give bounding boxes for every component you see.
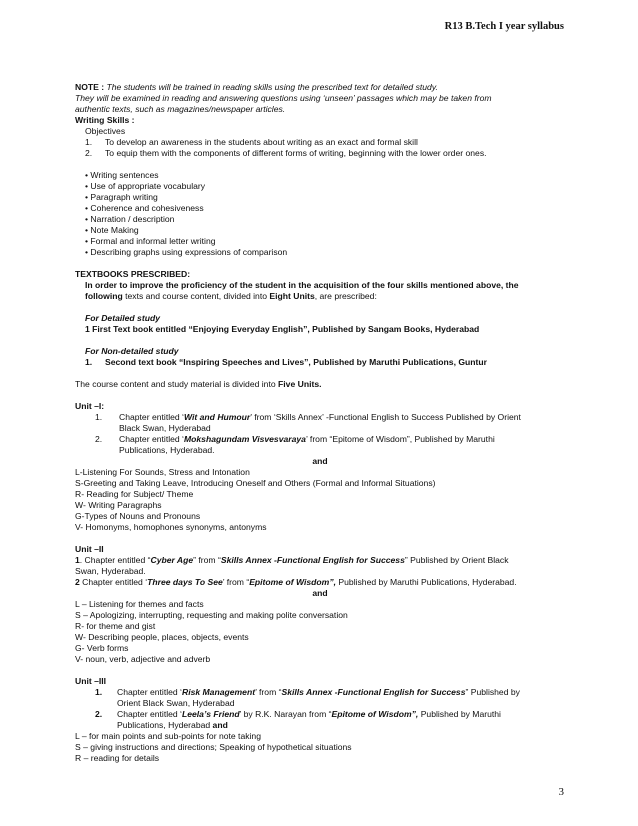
unit-3-skills: [75, 731, 565, 764]
non-detailed-study-label: For Non-detailed study: [85, 346, 179, 356]
note-text-3: authentic texts, such as magazines/newspaper articles.: [75, 104, 286, 114]
unit-3-title: Unit –III: [75, 676, 107, 686]
note-text-1: The students will be trained in reading skills using the prescribed text for detailed study.: [106, 82, 438, 92]
skill-item: V- noun, verb, adjective and adverb: [75, 654, 211, 664]
page-content: [75, 82, 565, 764]
skill-item: R – reading for details: [75, 753, 160, 763]
note-label: NOTE :: [75, 82, 107, 92]
unit-2-skills: [75, 599, 565, 665]
skill-item: V- Homonyms, homophones synonyms, antonyms: [75, 522, 267, 532]
skill-item: S – giving instructions and directions; Speaking of hypothetical situations: [75, 742, 352, 752]
bullet-item: • Note Making: [85, 225, 139, 235]
note-text-2: They will be examined in reading and answering questions using ‘unseen’ passages which may be taken from: [75, 93, 492, 103]
skill-item: S – Apologizing, interrupting, requesting and making polite conversation: [75, 610, 348, 620]
writing-bullets: [75, 170, 565, 258]
bullet-item: • Writing sentences: [85, 170, 159, 180]
course-units-line: The course content and study material is divided into Five Units.: [75, 379, 322, 389]
textbooks-title: TEXTBOOKS PRESCRIBED:: [75, 269, 191, 279]
textbooks-intro: [75, 280, 565, 368]
skill-item: S-Greeting and Taking Leave, Introducing Oneself and Others (Formal and Informal Situations): [75, 478, 436, 488]
unit-2-and: and: [312, 588, 328, 598]
skill-item: L – Listening for themes and facts: [75, 599, 204, 609]
unit-2-chapter-1: 1. Chapter entitled “Cyber Age” from “Skills Annex -Functional English for Success” Published by Orient Black: [75, 555, 509, 565]
skill-item: R- for theme and gist: [75, 621, 156, 631]
running-header: R13 B.Tech I year syllabus: [444, 21, 564, 32]
skill-item: W- Describing people, places, objects, events: [75, 632, 249, 642]
chapter-item: 1. Chapter entitled ‘Risk Management’ from “Skills Annex -Functional English for Success” Published by Orient Black Swan, Hyderabad: [95, 687, 520, 708]
textbooks-intro-1: In order to improve the proficiency of the student in the acquisition of the four skills mentioned above, the: [85, 280, 519, 290]
bullet-item: • Coherence and cohesiveness: [85, 203, 204, 213]
unit-1-skills: [75, 467, 565, 533]
bullet-item: • Use of appropriate vocabulary: [85, 181, 206, 191]
unit-3-chapters: [75, 687, 565, 731]
note-line-1: [75, 82, 565, 93]
skill-item: R- Reading for Subject/ Theme: [75, 489, 194, 499]
unit-1-title: Unit –I:: [75, 401, 105, 411]
bullet-item: • Narration / description: [85, 214, 175, 224]
chapter-item: 2. Chapter entitled ‘Leela’s Friend’ by R.K. Narayan from “Epitome of Wisdom”, Published by Maruthi Publications, Hyderabad and: [95, 709, 501, 730]
skill-item: L – for main points and sub-points for note taking: [75, 731, 261, 741]
bullet-item: • Paragraph writing: [85, 192, 158, 202]
non-detailed-study-book: 1. Second text book “Inspiring Speeches and Lives”, Published by Maruthi Publications, Guntur: [85, 357, 488, 367]
bullet-item: • Describing graphs using expressions of comparison: [85, 247, 288, 257]
skill-item: W- Writing Paragraphs: [75, 500, 162, 510]
textbooks-intro-2: following texts and course content, divided into Eight Units, are prescribed:: [85, 291, 377, 301]
unit-2-chapter-1-cont: Swan, Hyderabad.: [75, 566, 146, 576]
skill-item: G-Types of Nouns and Pronouns: [75, 511, 201, 521]
detailed-study-label: For Detailed study: [85, 313, 160, 323]
chapter-item: 2. Chapter entitled ‘Mokshagundam Visvesvaraya’ from “Epitome of Wisdom”, Published by Maruthi Publications, Hyderabad.: [95, 434, 495, 455]
page-number: 3: [558, 786, 564, 798]
objective-item: 1. To develop an awareness in the students about writing as an exact and formal skill: [85, 137, 418, 147]
writing-skills-title: Writing Skills :: [75, 115, 135, 125]
skill-item: G- Verb forms: [75, 643, 129, 653]
detailed-study-book: 1 First Text book entitled “Enjoying Everyday English”, Published by Sangam Books, Hyderabad: [85, 324, 480, 334]
chapter-item: 1. Chapter entitled ‘Wit and Humour’ from ‘Skills Annex’ -Functional English to Success Published by Orient Black Swan, Hyderabad: [95, 412, 521, 433]
unit-2-chapter-2: 2 Chapter entitled ‘Three days To See’ from “Epitome of Wisdom”, Published by Maruthi Publications, Hyderabad.: [75, 577, 517, 587]
skill-item: L-Listening For Sounds, Stress and Intonation: [75, 467, 250, 477]
unit-2-title: Unit –II: [75, 544, 104, 554]
objectives-label: Objectives: [85, 126, 126, 136]
unit-1-and: and: [312, 456, 328, 466]
objectives-list: [75, 137, 565, 159]
objective-item: 2. To equip them with the components of different forms of writing, beginning with the lower order ones.: [85, 148, 487, 158]
bullet-item: • Formal and informal letter writing: [85, 236, 216, 246]
unit-1-chapters: [75, 412, 565, 456]
